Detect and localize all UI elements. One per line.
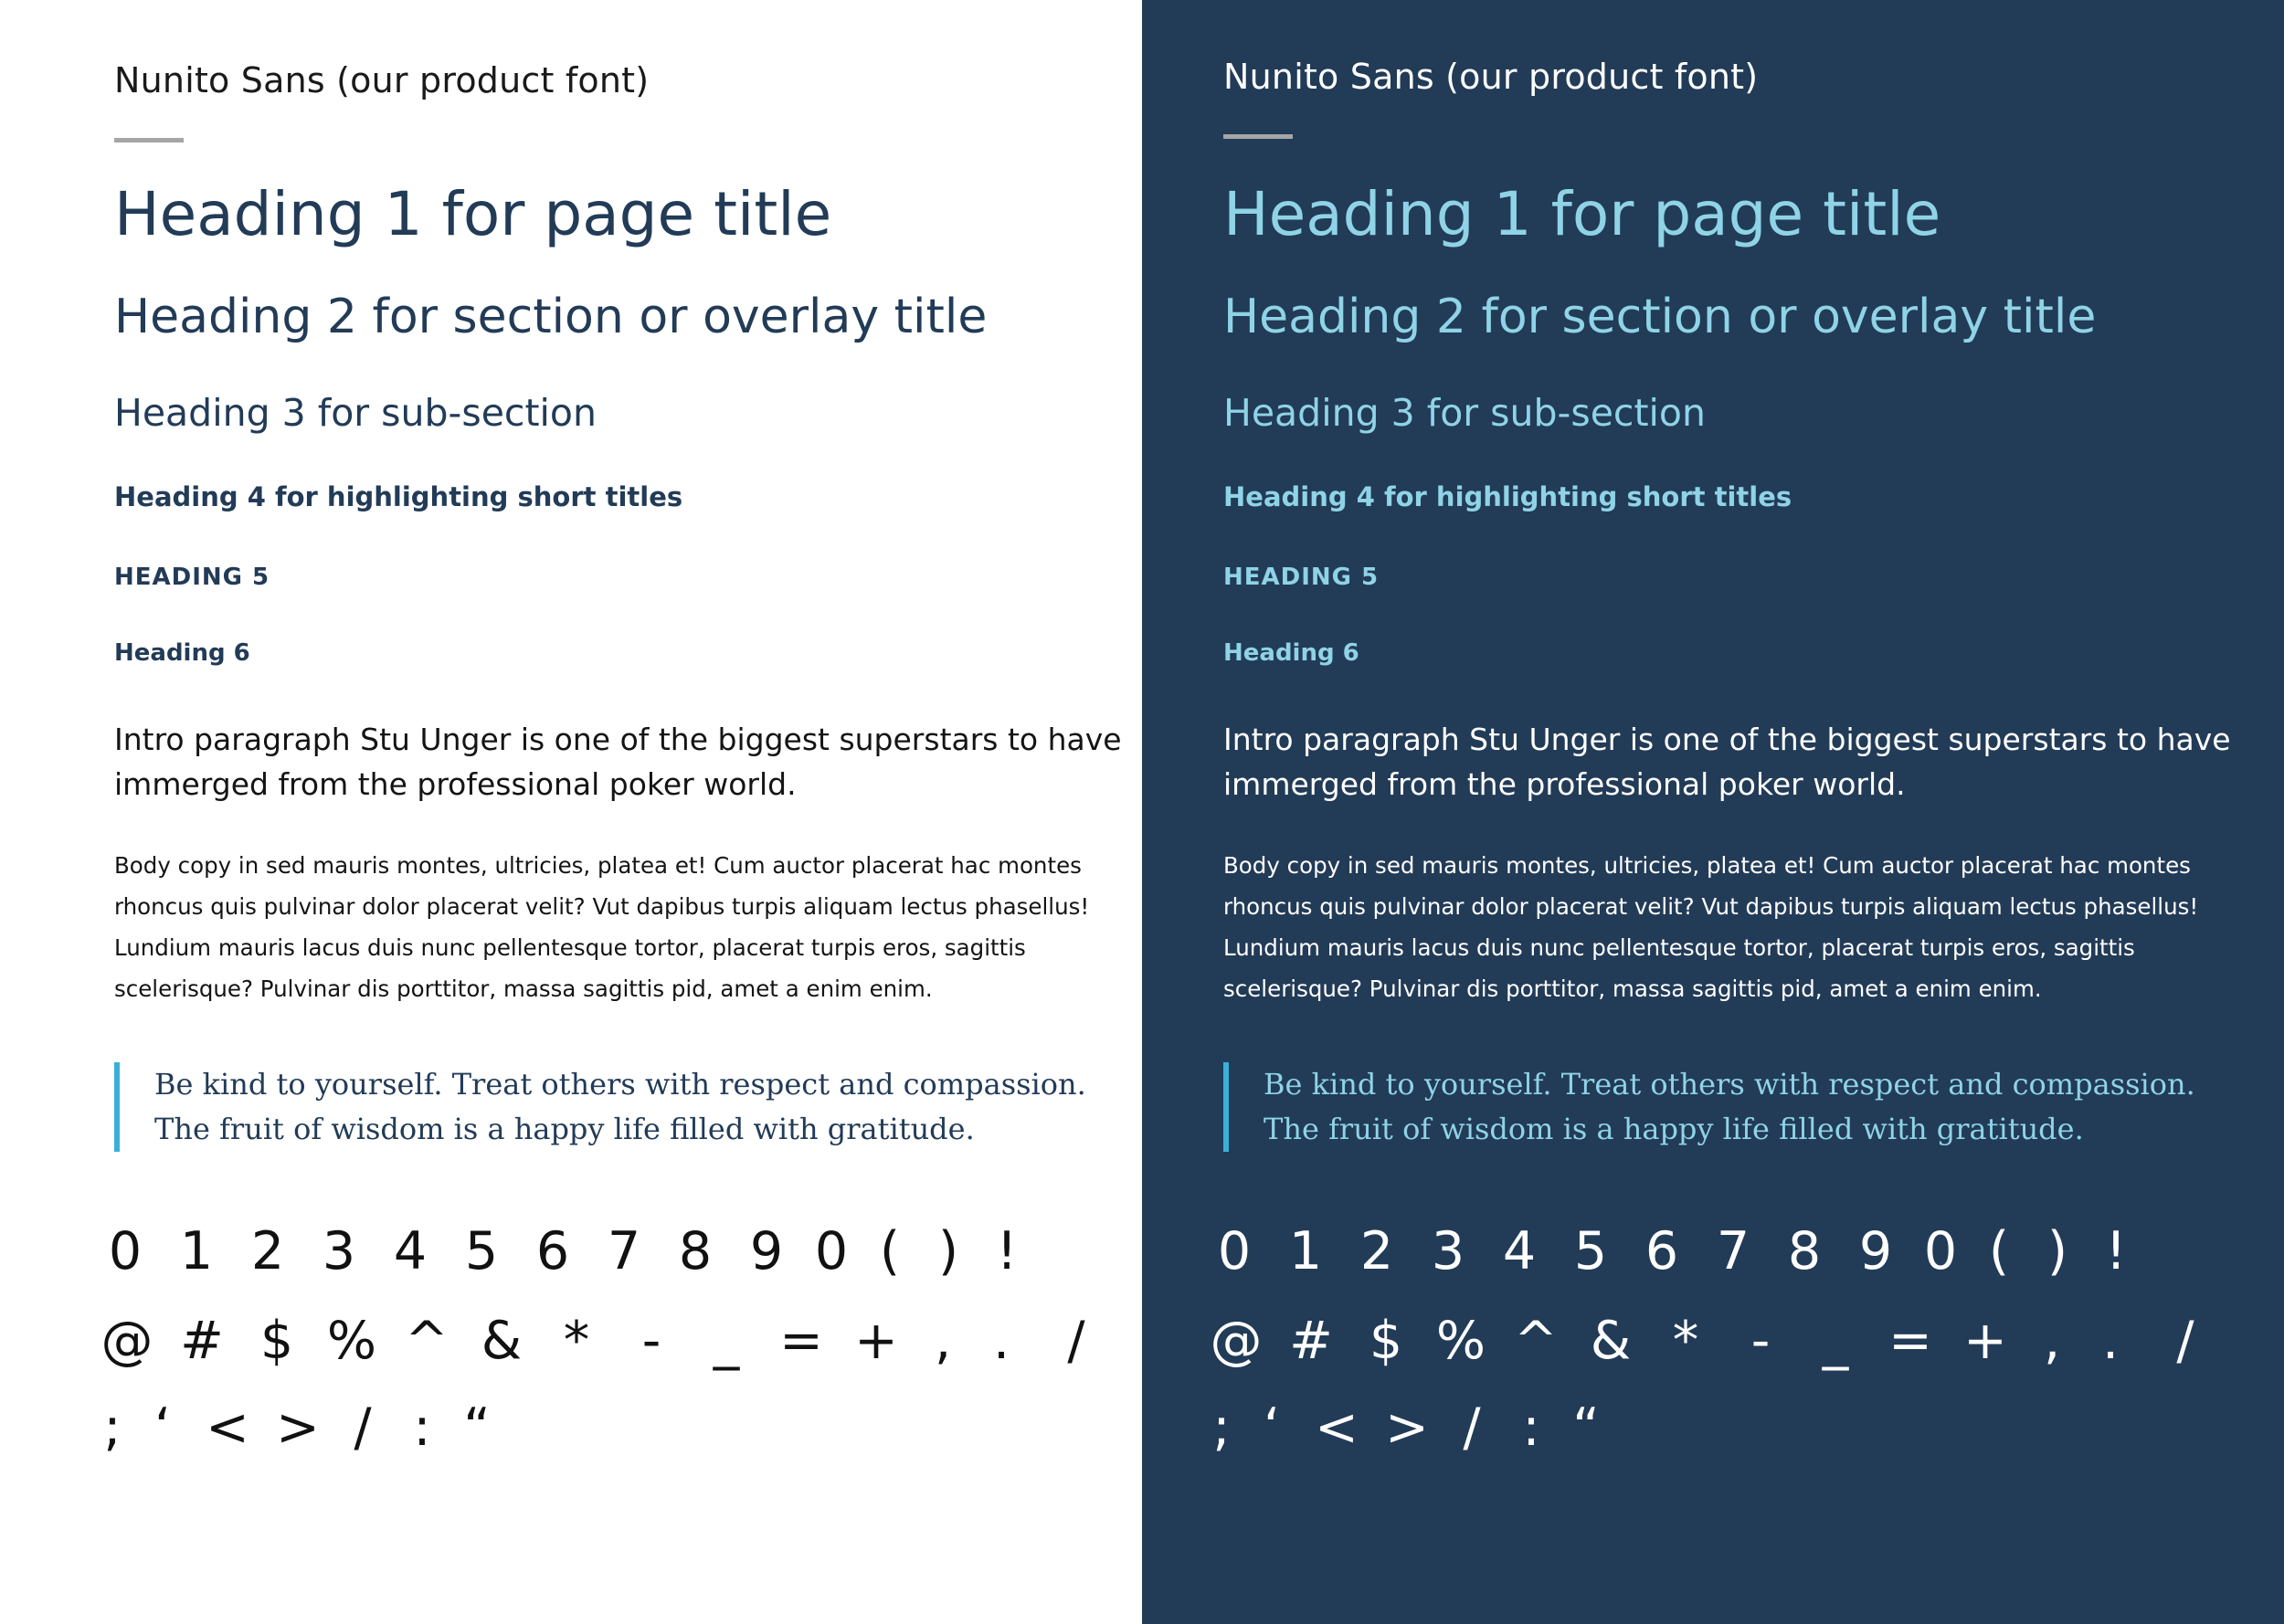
glyph: 6 — [535, 1221, 570, 1281]
glyph: ; — [103, 1397, 122, 1458]
glyph: , — [934, 1311, 952, 1371]
glyph-row-punctuation — [1199, 1391, 1613, 1464]
glyph: 4 — [1502, 1221, 1537, 1281]
glyph: ! — [996, 1221, 1018, 1281]
glyph: 7 — [607, 1221, 641, 1281]
glyph: : — [413, 1397, 431, 1458]
heading-3-sample: Heading 3 for sub-section — [114, 391, 597, 435]
glyph: > — [1385, 1397, 1429, 1458]
glyph: 0 — [1923, 1221, 1958, 1281]
glyph: & — [1590, 1311, 1632, 1371]
intro-paragraph: Intro paragraph Stu Unger is one of the biggest superstars to have immerged from the professional poker world. — [1223, 722, 2231, 802]
glyph: + — [854, 1311, 898, 1371]
heading-2-sample: Heading 2 for section or overlay title — [114, 290, 988, 344]
glyph: 2 — [1359, 1221, 1394, 1281]
blockquote-sample: Be kind to yourself. Treat others with respect and compassion. The fruit of wisdom is a happy life filled with gratitude. — [114, 1062, 1123, 1152]
glyph: “ — [1572, 1397, 1600, 1458]
glyph: # — [1289, 1311, 1333, 1371]
glyph: _ — [713, 1311, 740, 1371]
glyph: _ — [1822, 1311, 1849, 1371]
glyph: 5 — [1573, 1221, 1608, 1281]
glyph: ) — [2046, 1221, 2068, 1281]
glyph: 5 — [464, 1221, 499, 1281]
glyph: - — [1750, 1311, 1771, 1371]
body-copy-paragraph: Body copy in sed mauris montes, ultricies, platea et! Cum auctor placerat hac montes rhoncus quis pulvinar dolor placerat velit? Vut dapibus turpis aliquam lectus phasellus! Lundium mauris lacus duis nunc pellentesque tortor, placerat turpis eros, sagittis scelerisque? Pulvinar dis porttitor, massa sagittis pid, amet a enim enim. — [1223, 852, 2199, 1002]
glyph: ^ — [1514, 1311, 1558, 1371]
glyph: / — [2176, 1311, 2194, 1371]
glyph: , — [2043, 1311, 2061, 1371]
font-name-label: Nunito Sans (our product font) — [1223, 57, 1759, 97]
glyph: = — [779, 1311, 823, 1371]
glyph: = — [1888, 1311, 1932, 1371]
title-underline-rule — [1223, 134, 1293, 139]
heading-4-sample: Heading 4 for highlighting short titles — [1223, 481, 1792, 512]
glyph: 8 — [1787, 1221, 1822, 1281]
glyph: 0 — [1217, 1221, 1252, 1281]
glyph: / — [1067, 1311, 1085, 1371]
glyph: ^ — [405, 1311, 449, 1371]
glyph: 2 — [250, 1221, 285, 1281]
dark-theme-panel — [1142, 0, 2284, 1624]
glyph-row-punctuation — [90, 1391, 504, 1464]
glyph: / — [1463, 1397, 1481, 1458]
glyph: : — [1522, 1397, 1540, 1458]
glyph: 9 — [749, 1221, 784, 1281]
glyph: ‘ — [153, 1397, 172, 1458]
glyph-row-numbers — [90, 1215, 1036, 1288]
glyph: % — [1435, 1311, 1486, 1371]
glyph: ( — [879, 1221, 901, 1281]
glyph: $ — [259, 1311, 294, 1371]
heading-4-sample: Heading 4 for highlighting short titles — [114, 481, 683, 512]
heading-1-sample: Heading 1 for page title — [114, 179, 832, 249]
body-copy-paragraph: Body copy in sed mauris montes, ultricies, platea et! Cum auctor placerat hac montes rhoncus quis pulvinar dolor placerat velit? Vut dapibus turpis aliquam lectus phasellus! Lundium mauris lacus duis nunc pellentesque tortor, placerat turpis eros, sagittis scelerisque? Pulvinar dis porttitor, massa sagittis pid, amet a enim enim. — [114, 852, 1090, 1002]
glyph: / — [354, 1397, 372, 1458]
glyph: 1 — [179, 1221, 214, 1281]
glyph: ; — [1212, 1397, 1231, 1458]
glyph: & — [481, 1311, 523, 1371]
title-underline-rule — [114, 138, 184, 142]
glyph: # — [180, 1311, 224, 1371]
glyph: 1 — [1288, 1221, 1323, 1281]
glyph: 7 — [1716, 1221, 1750, 1281]
heading-6-sample: Heading 6 — [1223, 639, 1359, 667]
font-name-label: Nunito Sans (our product font) — [114, 60, 650, 100]
glyph: < — [1315, 1397, 1359, 1458]
glyph: ( — [1988, 1221, 2010, 1281]
glyph: @ — [1210, 1311, 1263, 1371]
glyph: > — [276, 1397, 320, 1458]
glyph: + — [1963, 1311, 2007, 1371]
glyph: 9 — [1858, 1221, 1893, 1281]
glyph: % — [326, 1311, 377, 1371]
glyph: . — [992, 1311, 1010, 1371]
glyph: 3 — [1431, 1221, 1465, 1281]
glyph-row-numbers — [1199, 1215, 2145, 1288]
glyph: $ — [1369, 1311, 1403, 1371]
heading-3-sample: Heading 3 for sub-section — [1223, 391, 1706, 435]
heading-5-sample: HEADING 5 — [1223, 564, 1380, 591]
heading-6-sample: Heading 6 — [114, 639, 250, 667]
glyph: 0 — [108, 1221, 143, 1281]
glyph: 4 — [393, 1221, 428, 1281]
heading-1-sample: Heading 1 for page title — [1223, 179, 1941, 249]
glyph: “ — [463, 1397, 491, 1458]
glyph: ! — [2105, 1221, 2127, 1281]
heading-2-sample: Heading 2 for section or overlay title — [1223, 290, 2097, 344]
glyph-row-symbols — [90, 1304, 1122, 1377]
intro-paragraph: Intro paragraph Stu Unger is one of the biggest superstars to have immerged from the professional poker world. — [114, 722, 1122, 802]
glyph: * — [563, 1311, 590, 1371]
glyph: 8 — [678, 1221, 713, 1281]
glyph: ‘ — [1263, 1397, 1281, 1458]
glyph: < — [206, 1397, 249, 1458]
blockquote-sample: Be kind to yourself. Treat others with respect and compassion. The fruit of wisdom is a happy life filled with gratitude. — [1223, 1062, 2232, 1152]
heading-5-sample: HEADING 5 — [114, 564, 270, 591]
glyph: 6 — [1644, 1221, 1679, 1281]
glyph: . — [2101, 1311, 2120, 1371]
glyph: 0 — [814, 1221, 849, 1281]
glyph: - — [641, 1311, 661, 1371]
glyph: @ — [100, 1311, 153, 1371]
glyph: ) — [937, 1221, 959, 1281]
glyph: * — [1672, 1311, 1699, 1371]
glyph-row-symbols — [1199, 1304, 2231, 1377]
glyph: 3 — [322, 1221, 356, 1281]
